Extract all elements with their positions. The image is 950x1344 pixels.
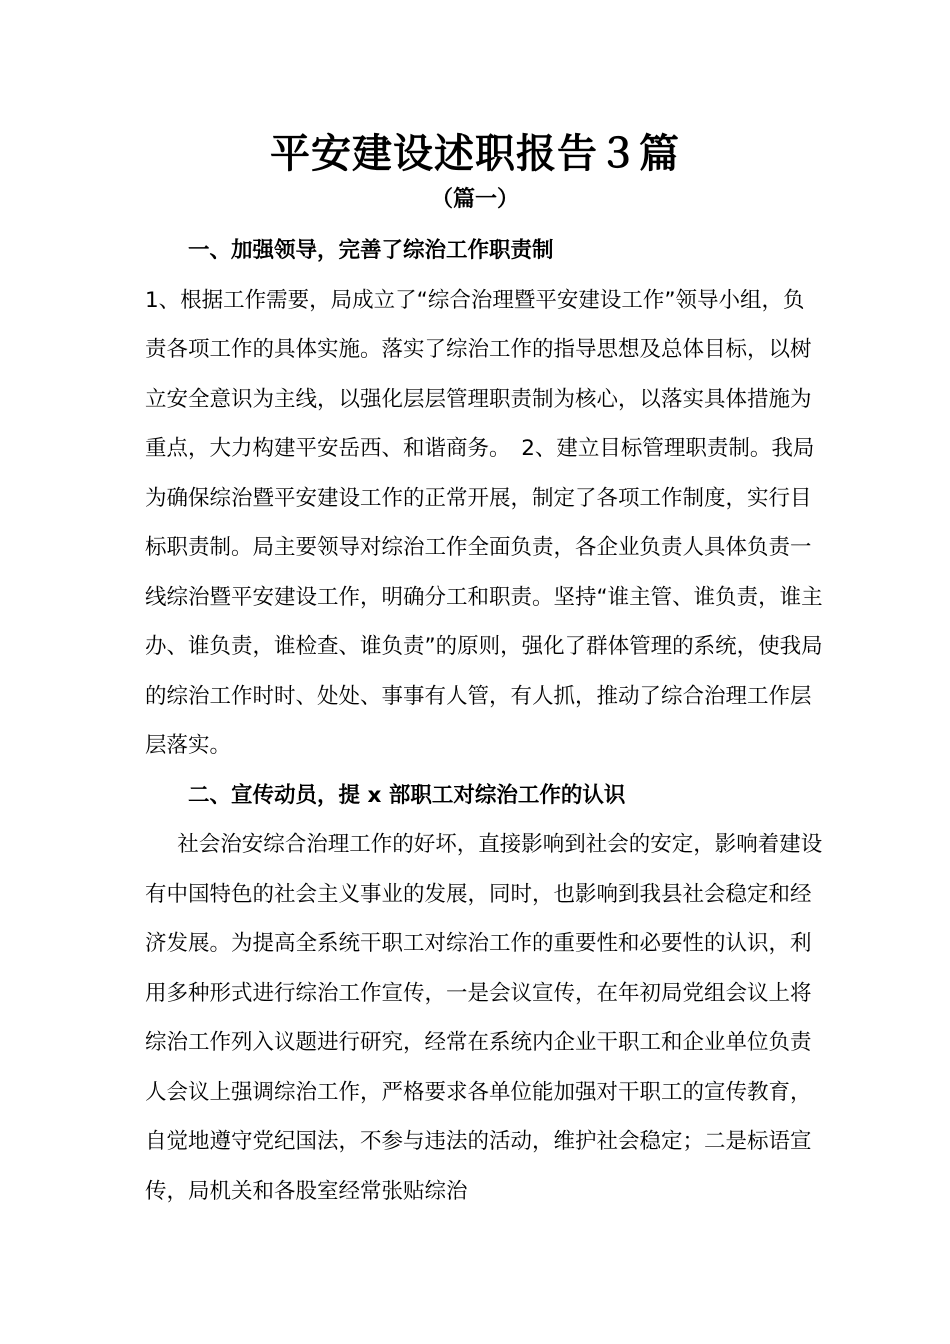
document-title: 平安建设述职报告３篇: [270, 131, 680, 177]
document-body: [145, 226, 825, 1216]
section-heading-1: 一、加强领导，完善了综治工作职责制: [188, 238, 554, 263]
document-subtitle: （篇一）: [430, 187, 519, 212]
paragraph-1: 1、根据工作需要，局成立了“综合治理暨平安建设工作”领导小组，负责各项工作的具体实施。落实了综治工作的指导思想及总体目标，以树立安全意识为主线，以强化层层管理职责制为核心，以落实具体措施为重点，大力构建平安岳西、和谐商务。 2、建立目标管理职责制。我局为确保综治暨平安建设工作的正常开展，制定了各项工作制度，实行目标职责制。局主要领导对综治工作全面负责，各企业负责人具体负责一线综治暨平安建设工作，明确分工和职责。坚持“谁主管、谁负责，谁主办、谁负责，谁检查、谁负责”的原则，强化了群体管理的系统，使我局的综治工作时时、处处、事事有人管，有人抓，推动了综合治理工作层层落实。: [145, 287, 823, 758]
paragraph-2: 社会治安综合治理工作的好坏，直接影响到社会的安定，影响着建设有中国特色的社会主义事业的发展，同时，也影响到我县社会稳定和经济发展。为提高全系统干职工对综治工作的重要性和必要性的认识，利用多种形式进行综治工作宣传，一是会议宣传，在年初局党组会议上将综治工作列入议题进行研究，经常在系统内企业干职工和企业单位负责人会议上强调综治工作，严格要求各单位能加强对干职工的宣传教育，自觉地遵守党纪国法，不参与违法的活动，维护社会稳定；二是标语宣传，局机关和各股室经常张贴综治: [145, 832, 823, 1204]
section-heading-2: 二、宣传动员，提 x 部职工对综治工作的认识: [188, 782, 626, 808]
